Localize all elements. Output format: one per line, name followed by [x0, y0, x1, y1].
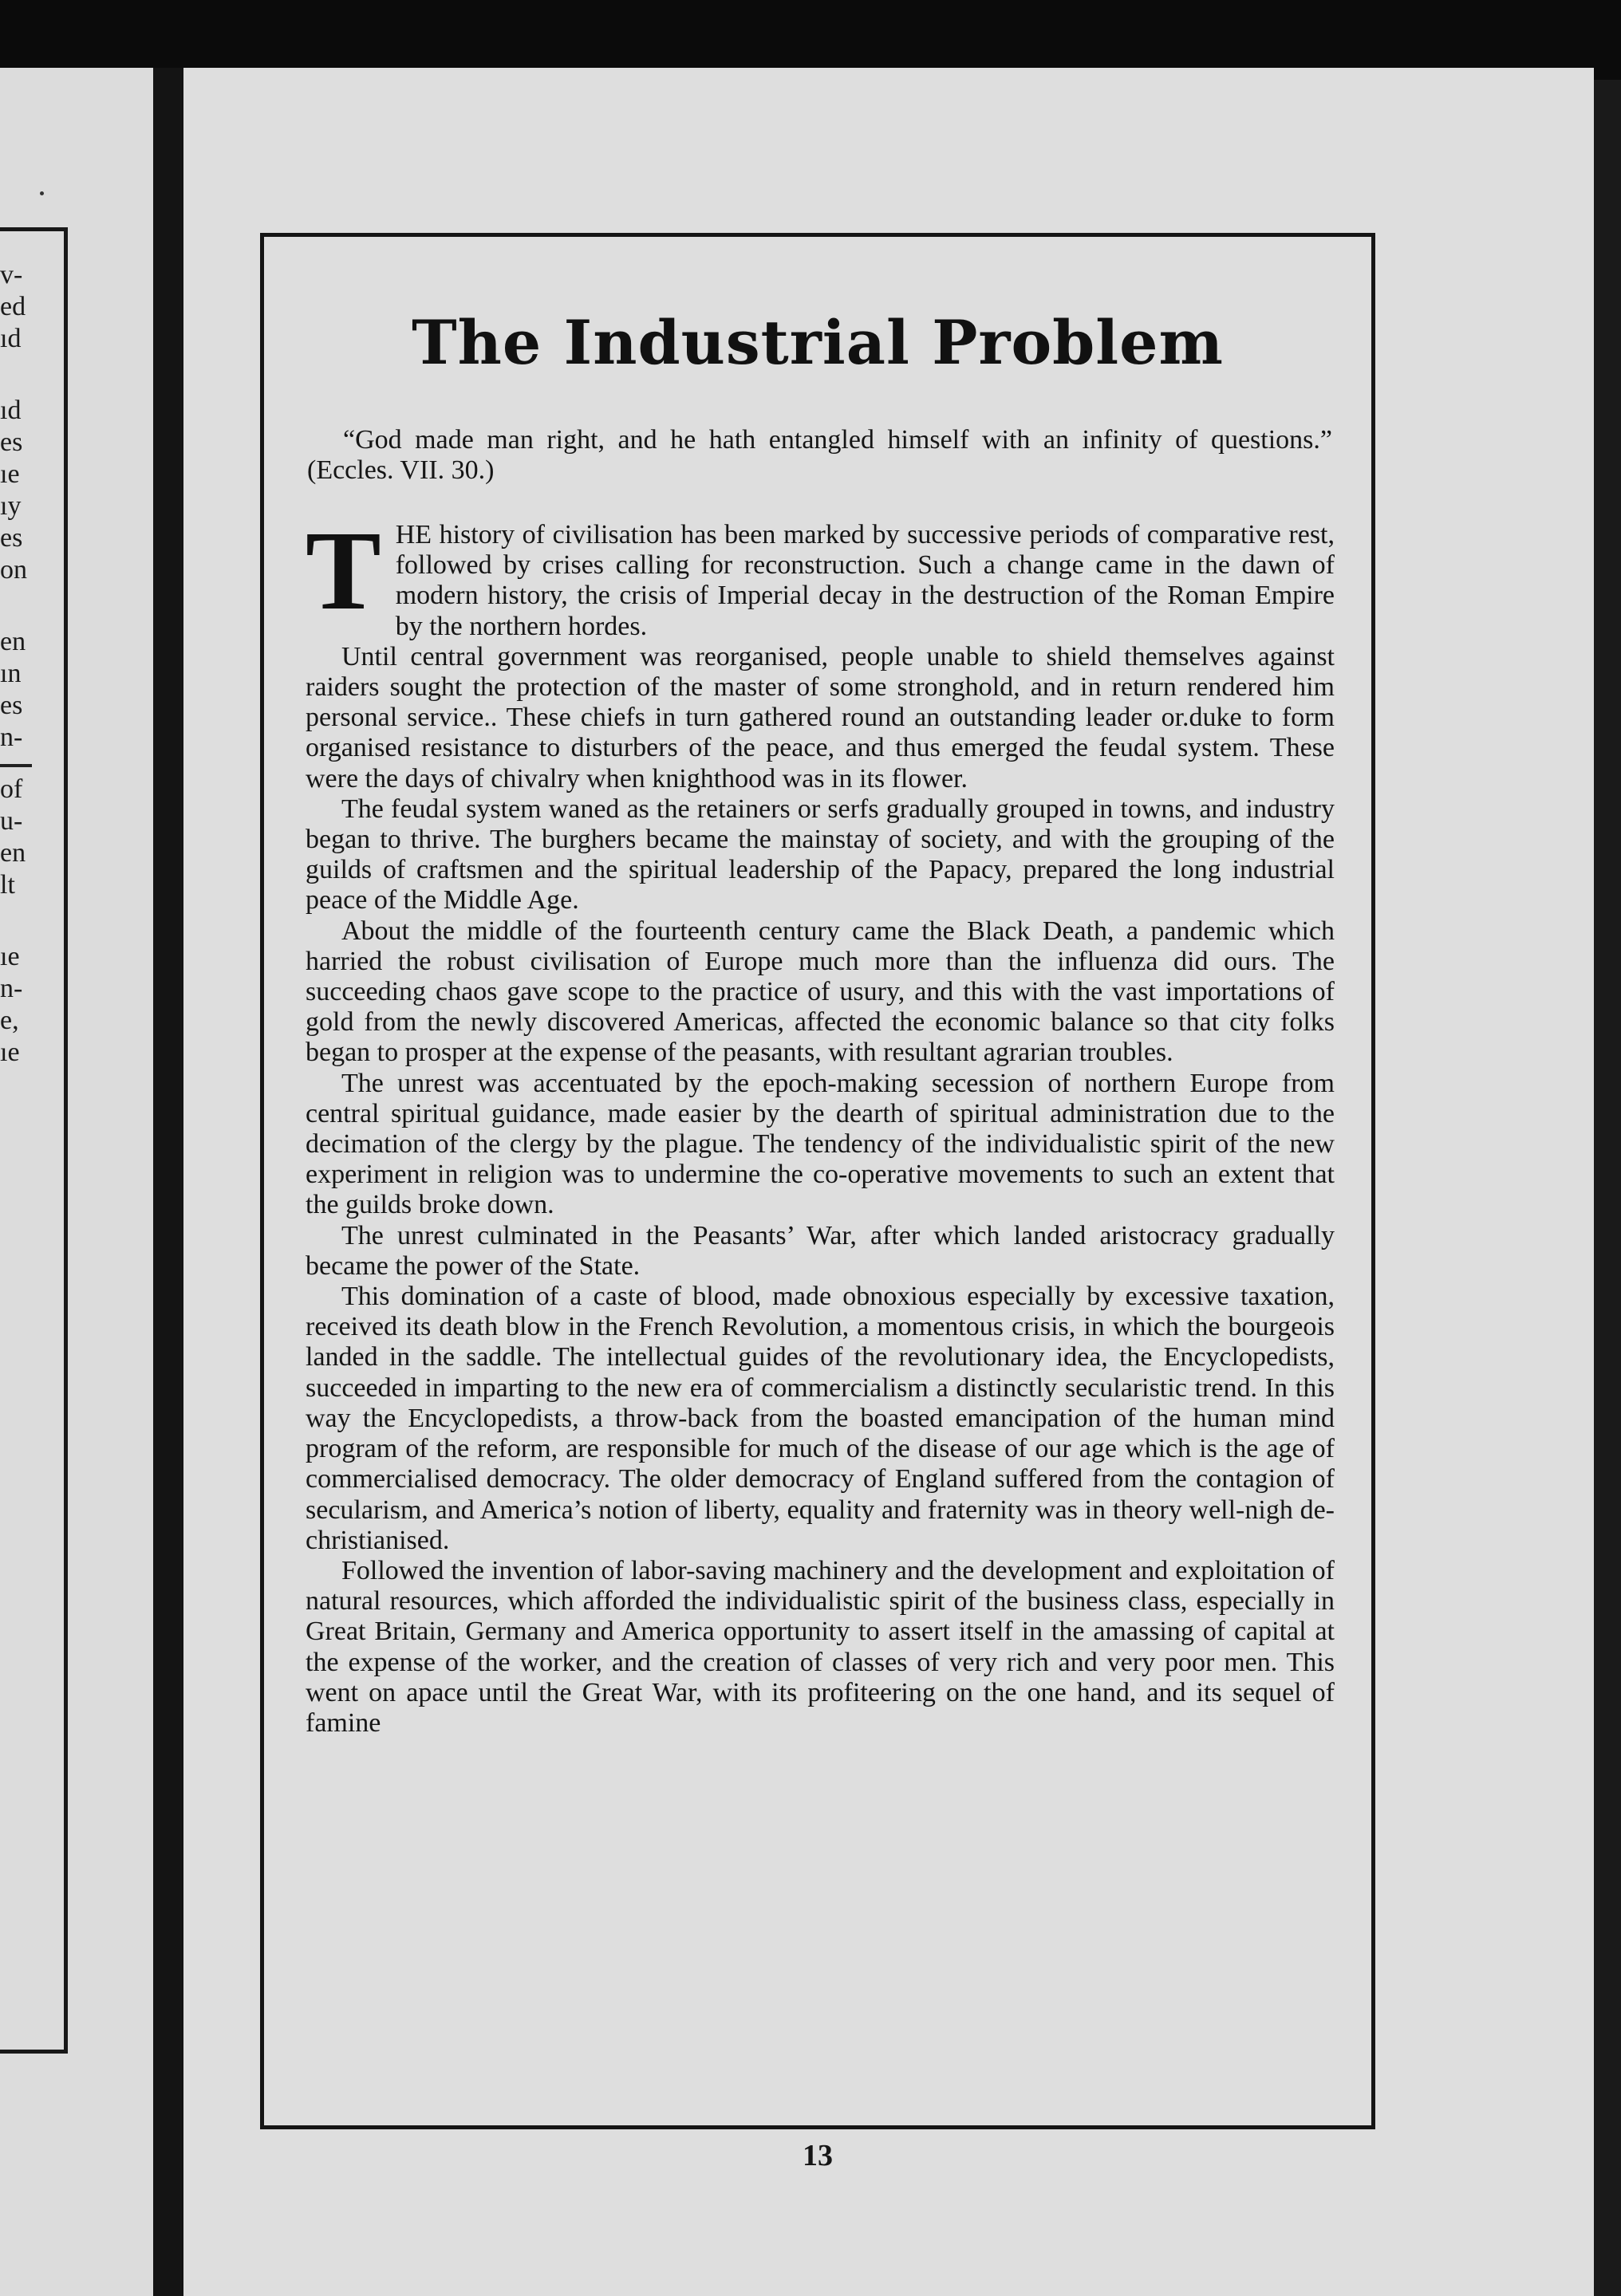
paragraph: The feudal system waned as the retainers or serfs gradually grouped in towns, and industry began to thrive. The burghers became the mainstay of society, and with the grouping of the guilds of craftsmen and the spiritual leadership of the Papacy, prepared the long industrial peace of the Middle Age. — [306, 794, 1335, 916]
left-fragment: v- — [0, 260, 23, 289]
drop-cap: T — [306, 507, 381, 633]
paragraph-text: HE history of civilisation has been marked by successive periods of comparative rest, followed by crises calling for reconstruction. Such a change came in the dawn of modern history, the crisis of Imperial decay in the destruction of the Roman Empire by the northern hordes. — [395, 520, 1335, 641]
left-fragment: ıd — [0, 396, 22, 425]
left-fragment: en — [0, 838, 26, 868]
left-fragment: u- — [0, 806, 23, 836]
left-fragment: ıe — [0, 942, 20, 971]
left-rule — [0, 764, 32, 767]
left-fragment: on — [0, 555, 27, 585]
left-fragment: ıy — [0, 491, 22, 521]
epigraph: “God made man right, and he hath entangled himself with an infinity of questions.” (Eccles. VII. 30.) — [307, 425, 1332, 485]
left-fragment: of — [0, 774, 23, 804]
left-fragment: e, — [0, 1006, 19, 1035]
left-fragment: lt — [0, 870, 15, 900]
page-title: The Industrial Problem — [412, 307, 1224, 378]
paragraph: About the middle of the fourteenth century came the Black Death, a pandemic which harried the robust civilisation of Europe much more than the influenza did ours. The succeeding chaos gave scope to the practice of usury, and this with the vast importations of gold from the newly discovered Americas, affected the economic balance so that city folks began to prosper at the expense of the peasants, with resultant agrarian troubles. — [306, 916, 1335, 1068]
page-edge — [1594, 80, 1621, 2296]
left-fragment: ıe — [0, 1038, 20, 1067]
ink-dot — [40, 191, 44, 195]
left-fragment: ıd — [0, 324, 22, 353]
page-number: 13 — [803, 2139, 833, 2172]
left-fragment: es — [0, 691, 23, 720]
left-fragment: ın — [0, 659, 22, 688]
paragraph: This domination of a caste of blood, made obnoxious especially by excessive taxation, received its death blow in the French Revolution, a momentous crisis, in which the bourgeois landed in the saddle. The intellectual guides of the revolutionary idea, the Encyclopedists, succeeded in imparting to the new era of commercialism a distinctly secularistic trend. In this way the Encyclopedists, a throw-back from the boasted emancipation of the human mind program of the reform, are responsible for much of the disease of our age which is the age of commercialised democracy. The older democracy of England suffered from the contagion of secularism, and America’s notion of liberty, equality and fraternity was in theory well-nigh de-christianised. — [306, 1282, 1335, 1555]
left-fragment: es — [0, 523, 23, 553]
left-page-fragment — [0, 68, 153, 2296]
article-body — [306, 507, 1335, 1739]
paragraph — [306, 507, 1335, 642]
left-fragment: n- — [0, 723, 23, 752]
paragraph: The unrest culminated in the Peasants’ War, after which landed aristocracy gradually became the power of the State. — [306, 1220, 1335, 1281]
paragraph: Until central government was reorganised, people unable to shield themselves against raiders sought the protection of the master of some stronghold, and in return rendered him personal service.. These chiefs in turn gathered round an outstanding leader or.duke to form organised resistance to disturbers of the peace, and thus emerged the feudal system. These were the days of chivalry when knighthood was in its flower. — [306, 641, 1335, 794]
paragraph: Followed the invention of labor-saving machinery and the development and exploitation of natural resources, which afforded the individualistic spirit of the business class, especially in Great Britain, Germany and America opportunity to assert itself in the amassing of capital at the expense of the worker, and the creation of classes of very rich and very poor men. This went on apace until the Great War, with its profiteering on the one hand, and its sequel of famine — [306, 1555, 1335, 1738]
left-fragment: es — [0, 427, 23, 457]
left-fragment: ed — [0, 292, 26, 321]
left-fragment: ıe — [0, 459, 20, 489]
book-gutter — [153, 68, 183, 2296]
left-fragment: en — [0, 627, 26, 656]
left-fragment: n- — [0, 974, 23, 1003]
paragraph: The unrest was accentuated by the epoch-making secession of northern Europe from central spiritual guidance, made easier by the dearth of spiritual administration due to the decimation of the clergy by the plague. The tendency of the individualistic spirit of the new experiment in religion was to undermine the co-operative movements to such an extent that the guilds broke down. — [306, 1068, 1335, 1220]
